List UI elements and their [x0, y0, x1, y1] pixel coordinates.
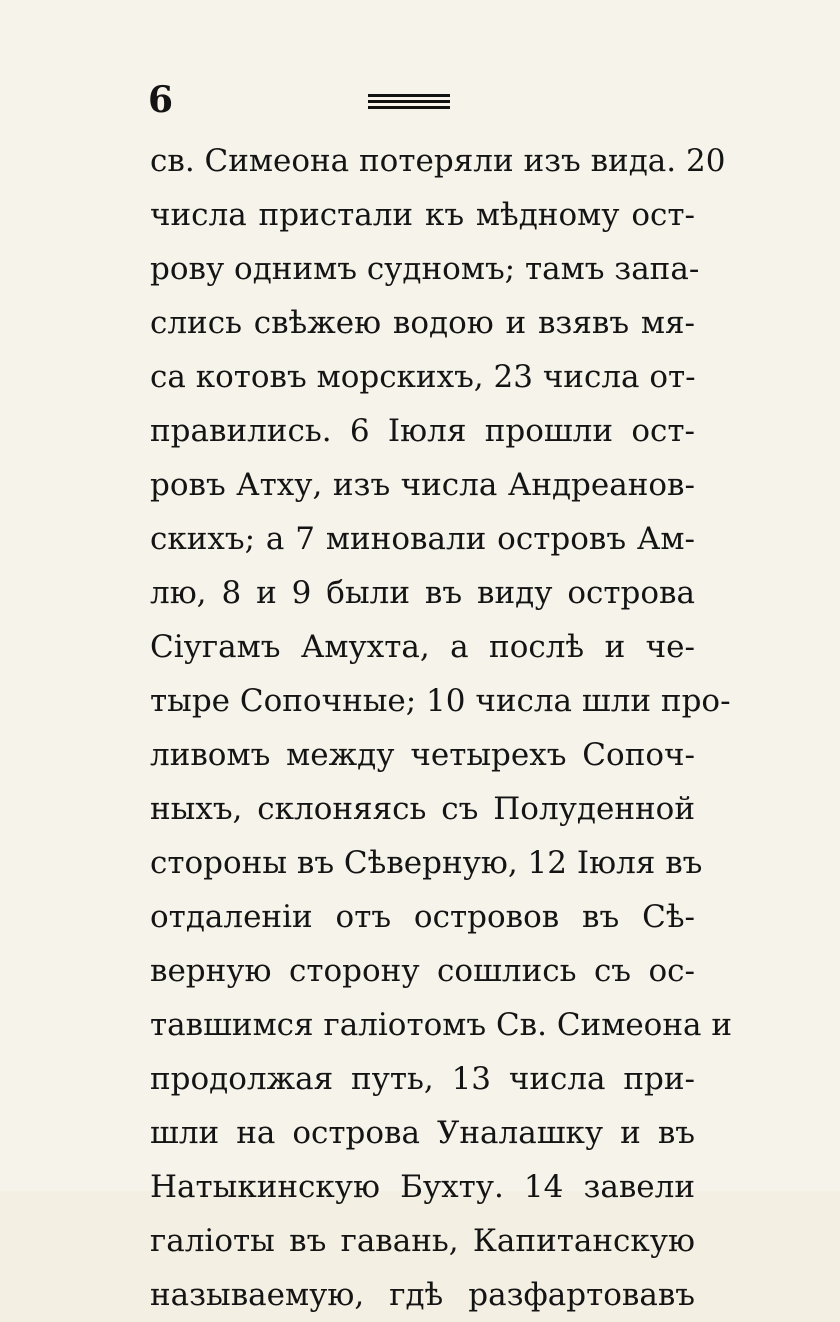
text-line: верную сторону сошлись съ ос- — [150, 953, 695, 989]
text-line: галіоты въ гавань, Капитанскую — [150, 1223, 695, 1259]
text-line: ровъ Атху, изъ числа Андреанов- — [150, 467, 695, 503]
text-line: называемую, гдѣ разфартовавъ — [150, 1277, 695, 1313]
text-line: продолжая путь, 13 числа при- — [150, 1061, 695, 1097]
text-line: числа пристали къ мѣдному ост- — [150, 197, 695, 233]
text-line: св. Симеона потеряли изъ вида. 20 — [150, 143, 726, 179]
header-rule-top — [368, 94, 450, 97]
text-line: Сіугамъ Амухта, а послѣ и че- — [150, 629, 695, 665]
page-header — [140, 80, 700, 120]
page-number: 6 — [148, 79, 174, 121]
text-line: ливомъ между четырехъ Сопоч- — [150, 737, 695, 773]
text-line: рову однимъ судномъ; тамъ запа- — [150, 251, 700, 287]
text-line: скихъ; а 7 миновали островъ Ам- — [150, 521, 695, 557]
text-line: отдаленіи отъ островов въ Сѣ- — [150, 899, 695, 935]
text-line: тавшимся галіотомъ Св. Симеона и — [150, 1007, 732, 1043]
text-line: слись свѣжею водою и взявъ мя- — [150, 305, 695, 341]
header-rule-middle — [368, 100, 450, 103]
text-line: тыре Сопочные; 10 числа шли про- — [150, 683, 731, 719]
text-line: ныхъ, склоняясь съ Полуденной — [150, 791, 695, 827]
text-line: са котовъ морскихъ, 23 числа от- — [150, 359, 696, 395]
text-line: правились. 6 Іюля прошли ост- — [150, 413, 695, 449]
text-line: стороны въ Сѣверную, 12 Іюля въ — [150, 845, 703, 881]
body-text — [150, 134, 732, 1322]
text-line: лю, 8 и 9 были въ виду острова — [150, 575, 695, 611]
text-line: шли на острова Уналашку и въ — [150, 1115, 695, 1151]
header-rule-bottom — [368, 106, 450, 109]
text-line: Натыкинскую Бухту. 14 завели — [150, 1169, 695, 1205]
